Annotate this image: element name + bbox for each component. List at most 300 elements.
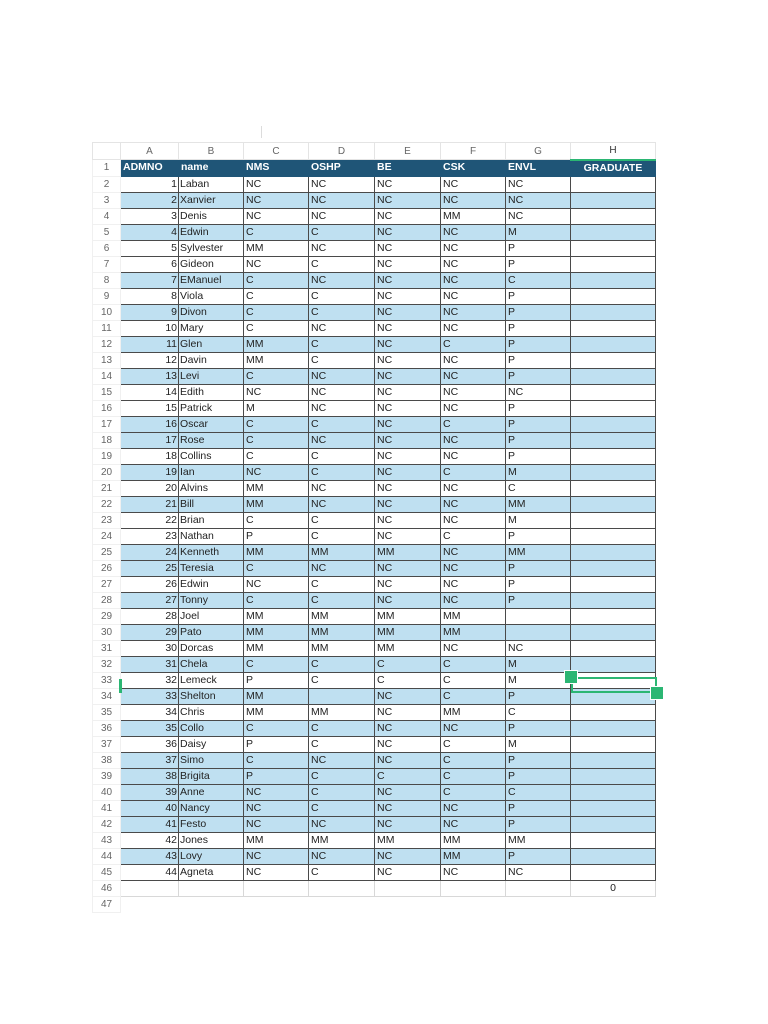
cell-envl[interactable]: P [506, 816, 571, 832]
cell-csk[interactable]: C [441, 656, 506, 672]
row-number[interactable]: 3 [93, 192, 121, 208]
cell-csk[interactable]: NC [441, 480, 506, 496]
cell-oshp[interactable]: NC [309, 208, 375, 224]
cell-nms[interactable]: MM [244, 608, 309, 624]
cell-oshp[interactable]: MM [309, 640, 375, 656]
cell-envl[interactable]: C [506, 704, 571, 720]
cell-csk[interactable]: NC [441, 400, 506, 416]
cell-name[interactable]: Chela [179, 656, 244, 672]
cell-graduate[interactable] [571, 688, 656, 704]
row-number[interactable]: 30 [93, 624, 121, 640]
cell-graduate[interactable] [571, 560, 656, 576]
cell-graduate[interactable] [571, 448, 656, 464]
cell-graduate[interactable] [571, 832, 656, 848]
cell-be[interactable]: NC [375, 720, 441, 736]
cell-envl[interactable]: NC [506, 640, 571, 656]
row-number[interactable]: 25 [93, 544, 121, 560]
row-number[interactable]: 44 [93, 848, 121, 864]
cell-name[interactable]: Xanvier [179, 192, 244, 208]
cell-admno[interactable]: 25 [121, 560, 179, 576]
cell-admno[interactable]: 15 [121, 400, 179, 416]
cell-admno[interactable]: 6 [121, 256, 179, 272]
cell-admno[interactable]: 2 [121, 192, 179, 208]
cell-be[interactable]: C [375, 672, 441, 688]
row-number[interactable]: 41 [93, 800, 121, 816]
empty-cell[interactable] [375, 880, 441, 896]
cell-csk[interactable]: NC [441, 272, 506, 288]
cell-name[interactable]: Collins [179, 448, 244, 464]
cell-graduate[interactable] [571, 512, 656, 528]
cell-oshp[interactable]: C [309, 336, 375, 352]
cell-graduate[interactable] [571, 704, 656, 720]
cell-name[interactable]: Ian [179, 464, 244, 480]
cell-oshp[interactable]: C [309, 224, 375, 240]
row-number[interactable]: 37 [93, 736, 121, 752]
cell-admno[interactable]: 27 [121, 592, 179, 608]
cell-graduate[interactable] [571, 768, 656, 784]
row-number[interactable]: 11 [93, 320, 121, 336]
cell-name[interactable]: Jones [179, 832, 244, 848]
cell-csk[interactable]: C [441, 784, 506, 800]
cell-csk[interactable]: MM [441, 848, 506, 864]
cell-csk[interactable]: C [441, 464, 506, 480]
cell-graduate[interactable] [571, 656, 656, 672]
empty-cell[interactable] [121, 896, 179, 912]
cell-nms[interactable]: C [244, 224, 309, 240]
row-number[interactable]: 4 [93, 208, 121, 224]
cell-csk[interactable]: NC [441, 720, 506, 736]
cell-envl[interactable]: M [506, 656, 571, 672]
cell-graduate[interactable] [571, 640, 656, 656]
cell-name[interactable]: Edith [179, 384, 244, 400]
cell-graduate[interactable] [571, 864, 656, 880]
cell-csk[interactable]: NC [441, 496, 506, 512]
cell-be[interactable]: C [375, 768, 441, 784]
cell-envl[interactable]: C [506, 480, 571, 496]
cell-oshp[interactable]: C [309, 304, 375, 320]
cell-be[interactable]: NC [375, 592, 441, 608]
cell-be[interactable]: NC [375, 288, 441, 304]
cell-nms[interactable]: C [244, 512, 309, 528]
cell-admno[interactable]: 38 [121, 768, 179, 784]
cell-be[interactable]: NC [375, 256, 441, 272]
cell-graduate[interactable] [571, 624, 656, 640]
row-number[interactable]: 24 [93, 528, 121, 544]
cell-graduate[interactable] [571, 416, 656, 432]
cell-graduate[interactable] [571, 336, 656, 352]
cell-be[interactable]: NC [375, 240, 441, 256]
cell-admno[interactable]: 39 [121, 784, 179, 800]
cell-name[interactable]: Joel [179, 608, 244, 624]
cell-be[interactable]: NC [375, 400, 441, 416]
cell-nms[interactable]: C [244, 320, 309, 336]
cell-oshp[interactable]: C [309, 736, 375, 752]
cell-csk[interactable]: C [441, 688, 506, 704]
cell-be[interactable]: NC [375, 304, 441, 320]
cell-graduate[interactable] [571, 816, 656, 832]
cell-nms[interactable]: C [244, 560, 309, 576]
row-number[interactable]: 43 [93, 832, 121, 848]
cell-admno[interactable]: 11 [121, 336, 179, 352]
cell-admno[interactable]: 8 [121, 288, 179, 304]
cell-name[interactable]: Pato [179, 624, 244, 640]
cell-csk[interactable]: MM [441, 608, 506, 624]
cell-csk[interactable]: NC [441, 304, 506, 320]
cell-envl[interactable]: P [506, 288, 571, 304]
cell-name[interactable]: Edwin [179, 576, 244, 592]
cell-csk[interactable]: NC [441, 560, 506, 576]
row-number[interactable]: 2 [93, 176, 121, 192]
cell-nms[interactable]: C [244, 432, 309, 448]
row-number[interactable]: 28 [93, 592, 121, 608]
cell-admno[interactable]: 3 [121, 208, 179, 224]
cell-nms[interactable]: NC [244, 800, 309, 816]
row-number[interactable]: 12 [93, 336, 121, 352]
cell-graduate[interactable] [571, 384, 656, 400]
cell-envl[interactable]: P [506, 528, 571, 544]
cell-graduate[interactable] [571, 208, 656, 224]
cell-nms[interactable]: MM [244, 496, 309, 512]
cell-envl[interactable]: M [506, 672, 571, 688]
cell-nms[interactable]: C [244, 592, 309, 608]
row-number[interactable]: 39 [93, 768, 121, 784]
cell-oshp[interactable]: C [309, 464, 375, 480]
cell-nms[interactable]: P [244, 736, 309, 752]
cell-nms[interactable]: M [244, 400, 309, 416]
cell-oshp[interactable]: NC [309, 320, 375, 336]
cell-oshp[interactable]: MM [309, 608, 375, 624]
header-cell-admno[interactable]: ADMNO [121, 160, 179, 177]
cell-admno[interactable]: 28 [121, 608, 179, 624]
cell-envl[interactable]: M [506, 736, 571, 752]
empty-cell[interactable] [309, 880, 375, 896]
cell-admno[interactable]: 17 [121, 432, 179, 448]
cell-oshp[interactable]: MM [309, 832, 375, 848]
cell-oshp[interactable]: NC [309, 368, 375, 384]
cell-name[interactable]: Gideon [179, 256, 244, 272]
cell-name[interactable]: Patrick [179, 400, 244, 416]
cell-admno[interactable]: 5 [121, 240, 179, 256]
cell-envl[interactable]: P [506, 352, 571, 368]
cell-csk[interactable]: C [441, 528, 506, 544]
cell-nms[interactable]: C [244, 288, 309, 304]
cell-envl[interactable]: P [506, 848, 571, 864]
row-number[interactable]: 42 [93, 816, 121, 832]
cell-nms[interactable]: MM [244, 544, 309, 560]
cell-oshp[interactable]: MM [309, 544, 375, 560]
cell-admno[interactable]: 21 [121, 496, 179, 512]
cell-be[interactable]: NC [375, 480, 441, 496]
cell-be[interactable]: MM [375, 608, 441, 624]
cell-be[interactable]: NC [375, 352, 441, 368]
cell-nms[interactable]: MM [244, 688, 309, 704]
selection-handle-top-left[interactable] [564, 670, 578, 684]
cell-name[interactable]: Laban [179, 176, 244, 192]
cell-admno[interactable]: 44 [121, 864, 179, 880]
cell-nms[interactable]: P [244, 768, 309, 784]
cell-graduate[interactable] [571, 528, 656, 544]
cell-csk[interactable]: NC [441, 240, 506, 256]
cell-name[interactable]: Lemeck [179, 672, 244, 688]
cell-admno[interactable]: 14 [121, 384, 179, 400]
cell-be[interactable]: NC [375, 448, 441, 464]
cell-admno[interactable]: 7 [121, 272, 179, 288]
cell-admno[interactable]: 20 [121, 480, 179, 496]
cell-nms[interactable]: MM [244, 352, 309, 368]
cell-name[interactable]: Festo [179, 816, 244, 832]
cell-oshp[interactable]: C [309, 288, 375, 304]
graduate-total-cell[interactable]: 0 [571, 880, 656, 896]
cell-oshp[interactable]: C [309, 784, 375, 800]
cell-csk[interactable]: C [441, 736, 506, 752]
cell-admno[interactable]: 29 [121, 624, 179, 640]
cell-graduate[interactable] [571, 288, 656, 304]
cell-csk[interactable]: NC [441, 368, 506, 384]
row-number[interactable]: 6 [93, 240, 121, 256]
cell-be[interactable]: NC [375, 688, 441, 704]
cell-admno[interactable]: 36 [121, 736, 179, 752]
cell-graduate[interactable] [571, 576, 656, 592]
row-number[interactable]: 22 [93, 496, 121, 512]
cell-admno[interactable]: 18 [121, 448, 179, 464]
empty-cell[interactable] [244, 880, 309, 896]
header-cell-nms[interactable]: NMS [244, 160, 309, 177]
row-number[interactable]: 34 [93, 688, 121, 704]
cell-nms[interactable]: NC [244, 256, 309, 272]
row-number[interactable]: 35 [93, 704, 121, 720]
cell-name[interactable]: Lovy [179, 848, 244, 864]
cell-oshp[interactable]: MM [309, 704, 375, 720]
cell-envl[interactable]: P [506, 416, 571, 432]
selection-handle-bottom-right[interactable] [650, 686, 664, 700]
empty-cell[interactable] [506, 896, 571, 912]
cell-admno[interactable]: 31 [121, 656, 179, 672]
cell-oshp[interactable]: C [309, 800, 375, 816]
cell-envl[interactable]: NC [506, 192, 571, 208]
cell-oshp[interactable]: NC [309, 432, 375, 448]
cell-admno[interactable]: 13 [121, 368, 179, 384]
cell-envl[interactable]: NC [506, 208, 571, 224]
cell-nms[interactable]: NC [244, 384, 309, 400]
row-number[interactable]: 32 [93, 656, 121, 672]
cell-oshp[interactable]: NC [309, 496, 375, 512]
header-cell-envl[interactable]: ENVL [506, 160, 571, 177]
cell-csk[interactable]: MM [441, 832, 506, 848]
cell-name[interactable]: Simo [179, 752, 244, 768]
cell-name[interactable]: Nancy [179, 800, 244, 816]
cell-name[interactable]: Divon [179, 304, 244, 320]
cell-be[interactable]: NC [375, 464, 441, 480]
cell-envl[interactable]: NC [506, 176, 571, 192]
row-number[interactable]: 14 [93, 368, 121, 384]
cell-nms[interactable]: P [244, 672, 309, 688]
row-number[interactable]: 45 [93, 864, 121, 880]
cell-csk[interactable]: C [441, 672, 506, 688]
cell-be[interactable]: NC [375, 736, 441, 752]
cell-csk[interactable]: NC [441, 448, 506, 464]
cell-nms[interactable]: C [244, 448, 309, 464]
empty-cell[interactable] [244, 896, 309, 912]
cell-nms[interactable]: NC [244, 784, 309, 800]
row-number[interactable]: 46 [93, 880, 121, 896]
cell-admno[interactable]: 1 [121, 176, 179, 192]
cell-nms[interactable]: NC [244, 176, 309, 192]
cell-be[interactable]: NC [375, 496, 441, 512]
cell-oshp[interactable]: C [309, 256, 375, 272]
cell-be[interactable]: MM [375, 832, 441, 848]
cell-be[interactable]: NC [375, 576, 441, 592]
cell-envl[interactable]: M [506, 512, 571, 528]
cell-graduate[interactable] [571, 720, 656, 736]
row-number[interactable]: 13 [93, 352, 121, 368]
cell-admno[interactable]: 23 [121, 528, 179, 544]
cell-envl[interactable]: P [506, 336, 571, 352]
column-letter-c[interactable]: C [244, 143, 309, 160]
cell-graduate[interactable] [571, 352, 656, 368]
header-cell-be[interactable]: BE [375, 160, 441, 177]
cell-csk[interactable]: NC [441, 256, 506, 272]
row-number[interactable]: 27 [93, 576, 121, 592]
cell-name[interactable]: Viola [179, 288, 244, 304]
cell-envl[interactable]: P [506, 720, 571, 736]
cell-nms[interactable]: C [244, 368, 309, 384]
row-number[interactable]: 33 [93, 672, 121, 688]
cell-nms[interactable]: C [244, 720, 309, 736]
cell-csk[interactable]: NC [441, 576, 506, 592]
cell-graduate[interactable] [571, 496, 656, 512]
cell-name[interactable]: Tonny [179, 592, 244, 608]
cell-admno[interactable]: 22 [121, 512, 179, 528]
cell-be[interactable]: NC [375, 528, 441, 544]
cell-admno[interactable]: 4 [121, 224, 179, 240]
cell-be[interactable]: C [375, 656, 441, 672]
cell-csk[interactable]: NC [441, 816, 506, 832]
cell-name[interactable]: Anne [179, 784, 244, 800]
cell-csk[interactable]: MM [441, 704, 506, 720]
cell-graduate[interactable] [571, 256, 656, 272]
cell-nms[interactable]: NC [244, 864, 309, 880]
cell-csk[interactable]: NC [441, 800, 506, 816]
cell-envl[interactable]: P [506, 320, 571, 336]
cell-oshp[interactable]: C [309, 720, 375, 736]
cell-graduate[interactable] [571, 192, 656, 208]
row-number[interactable]: 26 [93, 560, 121, 576]
cell-oshp[interactable]: NC [309, 176, 375, 192]
cell-envl[interactable]: MM [506, 832, 571, 848]
cell-envl[interactable]: P [506, 432, 571, 448]
cell-be[interactable]: NC [375, 320, 441, 336]
cell-oshp[interactable]: C [309, 656, 375, 672]
cell-nms[interactable]: MM [244, 832, 309, 848]
header-cell-csk[interactable]: CSK [441, 160, 506, 177]
cell-csk[interactable]: MM [441, 624, 506, 640]
column-letter-f[interactable]: F [441, 143, 506, 160]
cell-name[interactable]: EManuel [179, 272, 244, 288]
cell-oshp[interactable]: NC [309, 400, 375, 416]
cell-csk[interactable]: NC [441, 432, 506, 448]
header-cell-name[interactable]: name [179, 160, 244, 177]
cell-name[interactable]: Oscar [179, 416, 244, 432]
cell-name[interactable]: Nathan [179, 528, 244, 544]
cell-admno[interactable]: 35 [121, 720, 179, 736]
cell-oshp[interactable]: NC [309, 480, 375, 496]
cell-be[interactable]: NC [375, 784, 441, 800]
cell-nms[interactable]: MM [244, 704, 309, 720]
cell-envl[interactable]: P [506, 800, 571, 816]
row-number[interactable]: 40 [93, 784, 121, 800]
cell-csk[interactable]: NC [441, 224, 506, 240]
cell-admno[interactable]: 30 [121, 640, 179, 656]
cell-graduate[interactable] [571, 368, 656, 384]
cell-graduate[interactable] [571, 320, 656, 336]
cell-be[interactable]: NC [375, 816, 441, 832]
cell-be[interactable]: NC [375, 416, 441, 432]
cell-admno[interactable]: 19 [121, 464, 179, 480]
cell-be[interactable]: NC [375, 752, 441, 768]
cell-name[interactable]: Edwin [179, 224, 244, 240]
row-number[interactable]: 1 [93, 160, 121, 177]
cell-csk[interactable]: C [441, 416, 506, 432]
cell-nms[interactable]: MM [244, 240, 309, 256]
empty-cell[interactable] [506, 880, 571, 896]
empty-cell[interactable] [441, 896, 506, 912]
cell-name[interactable]: Levi [179, 368, 244, 384]
cell-oshp[interactable]: C [309, 768, 375, 784]
cell-graduate[interactable] [571, 432, 656, 448]
cell-admno[interactable]: 16 [121, 416, 179, 432]
cell-graduate[interactable] [571, 224, 656, 240]
row-number[interactable]: 16 [93, 400, 121, 416]
cell-name[interactable]: Bill [179, 496, 244, 512]
cell-csk[interactable]: NC [441, 592, 506, 608]
cell-csk[interactable]: NC [441, 192, 506, 208]
cell-be[interactable]: NC [375, 512, 441, 528]
cell-be[interactable]: NC [375, 272, 441, 288]
cell-envl[interactable]: P [506, 688, 571, 704]
column-letter-b[interactable]: B [179, 143, 244, 160]
cell-oshp[interactable]: NC [309, 752, 375, 768]
cell-envl[interactable]: P [506, 592, 571, 608]
cell-envl[interactable]: P [506, 256, 571, 272]
column-letter-h[interactable]: H [571, 143, 656, 160]
cell-be[interactable]: NC [375, 384, 441, 400]
cell-envl[interactable]: P [506, 768, 571, 784]
cell-envl[interactable] [506, 608, 571, 624]
cell-be[interactable]: NC [375, 336, 441, 352]
row-number[interactable]: 7 [93, 256, 121, 272]
cell-name[interactable]: Collo [179, 720, 244, 736]
cell-csk[interactable]: NC [441, 864, 506, 880]
cell-envl[interactable]: P [506, 576, 571, 592]
corner-cell[interactable] [93, 143, 121, 160]
cell-be[interactable]: NC [375, 176, 441, 192]
empty-cell[interactable] [121, 880, 179, 896]
cell-envl[interactable]: MM [506, 544, 571, 560]
row-number[interactable]: 19 [93, 448, 121, 464]
cell-oshp[interactable]: C [309, 864, 375, 880]
cell-csk[interactable]: NC [441, 288, 506, 304]
cell-oshp[interactable]: NC [309, 272, 375, 288]
cell-name[interactable]: Shelton [179, 688, 244, 704]
cell-admno[interactable]: 42 [121, 832, 179, 848]
cell-csk[interactable]: C [441, 336, 506, 352]
row-number[interactable]: 29 [93, 608, 121, 624]
header-cell-oshp[interactable]: OSHP [309, 160, 375, 177]
cell-csk[interactable]: NC [441, 320, 506, 336]
cell-nms[interactable]: MM [244, 640, 309, 656]
cell-nms[interactable]: NC [244, 816, 309, 832]
cell-nms[interactable]: C [244, 752, 309, 768]
